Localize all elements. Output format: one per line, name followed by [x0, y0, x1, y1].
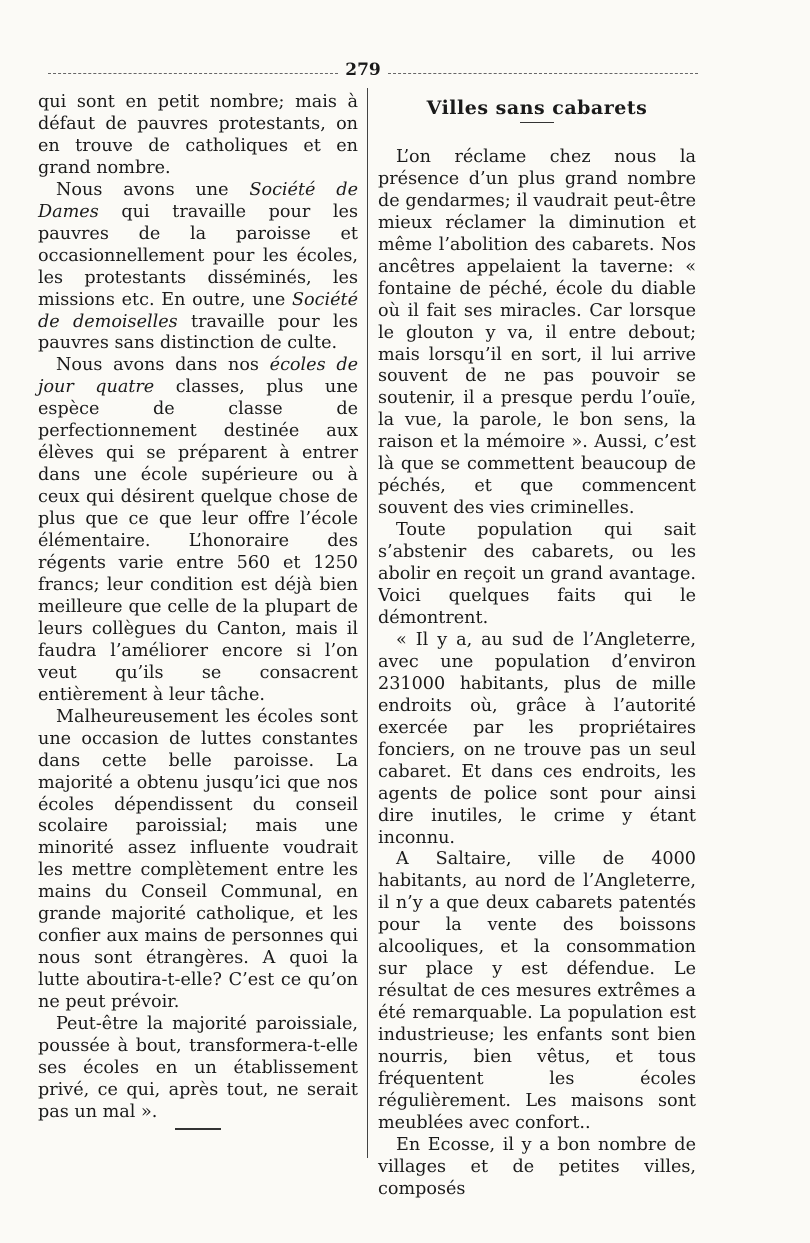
header-rule-left	[48, 73, 338, 74]
paragraph: L’on réclame chez nous la présence d’un plus grand nombre de gendarmes; il vaudrait peut-être mieux réclamer la diminution et même l’abolition des cabarets. Nos ancêtres appelaient la taverne: « fontaine de péché, école du diable où il fait ses miracles. Car lorsque le glouton y va, il entre debout; mais lorsqu’il en sort, il lui arrive souvent de ne pas pouvoir se soutenir, il a presque perdu l’ouïe, la vue, la parole, le bon sens, la raison et la mémoire ». Aussi, c’est là que se commettent beaucoup de péchés, et que commencent souvent des vies criminelles.	[378, 146, 696, 519]
paragraph: En Ecosse, il y a bon nombre de villages et de petites villes, composés	[378, 1134, 696, 1199]
paragraph: Malheureusement les écoles sont une occasion de luttes constantes dans cette belle paroisse. La majorité a obtenu jusqu’ici que nos écoles dépendissent du conseil scolaire paroissial; mais une minorité assez influente voudrait les mettre complètement entre les mains du Conseil Communal, en grande majorité catholique, et les confier aux mains de personnes qui nous sont étrangères. A quoi la lutte aboutira-t-elle? C’est ce qu’on ne peut prévoir.	[38, 706, 358, 1013]
paragraph	[38, 355, 358, 706]
italic-text: Société de Dames	[38, 179, 358, 222]
text-run: Nous avons dans nos	[56, 355, 270, 376]
paragraph: « Il y a, au sud de l’Angleterre, avec une population d’environ 231000 habitants, plus de mille endroits où, grâce à l’autorité exercée par les propriétaires fonciers, on ne trouve pas un seul cabaret. Et dans ces endroits, les agents de police sont pour ainsi dire inutiles, le crime y étant inconnu.	[378, 629, 696, 848]
article-title: Villes sans cabarets	[426, 97, 648, 119]
italic-text: Société de demoiselles	[38, 289, 358, 332]
page-number: 279	[345, 60, 381, 80]
right-column	[378, 96, 696, 1201]
paragraph: A Saltaire, ville de 4000 habitants, au nord de l’Angleterre, il n’y a que deux cabarets patentés pour la vente des boissons alcooliques, et la consommation sur place y est défendue. Le résultat de ces mesures extrêmes a été remarquable. La population est industrieuse; les enfants sont bien nourris, bien vêtus, et tous fréquentent les écoles régulièrement. Les maisons sont meublées avec confort..	[378, 849, 696, 1133]
header-rule-right	[388, 73, 698, 74]
text-run: classes, plus une espèce de classe de perfectionnement destinée aux élèves qui se préparent à entrer dans une école supérieure ou à ceux qui désirent quelque chose de plus que ce que leur offre l’école élémentaire. L’honoraire des régents varie entre 560 et 1250 francs; leur condition est déjà bien meilleure que celle de la plupart de leurs collègues du Canton, mais il faudra l’améliorer encore si l’on veut qu’ils se consacrent entièrement à leur tâche.	[38, 377, 358, 705]
italic-text: écoles de jour quatre	[38, 355, 358, 398]
left-column	[38, 92, 358, 1124]
paragraph: Toute population qui sait s’abstenir des cabarets, ou les abolir en reçoit un grand avantage. Voici quelques faits qui le démontrent.	[378, 520, 696, 628]
end-rule	[175, 1128, 221, 1130]
page-header	[48, 60, 698, 84]
text-run: travaille pour les pauvres sans distinction de culte.	[38, 311, 358, 354]
paragraph: Peut-être la majorité paroissiale, poussée à bout, transformera-t-elle ses écoles en un établissement privé, ce qui, après tout, ne serait pas un mal ».	[38, 1014, 358, 1122]
text-run: Nous avons une	[56, 179, 250, 200]
paragraph: qui sont en petit nombre; mais à défaut de pauvres protestants, on en trouve de catholiques et en grand nombre.	[38, 92, 358, 178]
title-rule	[520, 122, 554, 123]
text-run: qui travaille pour les pauvres de la paroisse et occasionnellement pour les écoles, les protestants disséminés, les missions etc. En outre, une	[38, 201, 358, 310]
paragraph	[38, 180, 358, 356]
column-divider	[367, 88, 368, 1158]
